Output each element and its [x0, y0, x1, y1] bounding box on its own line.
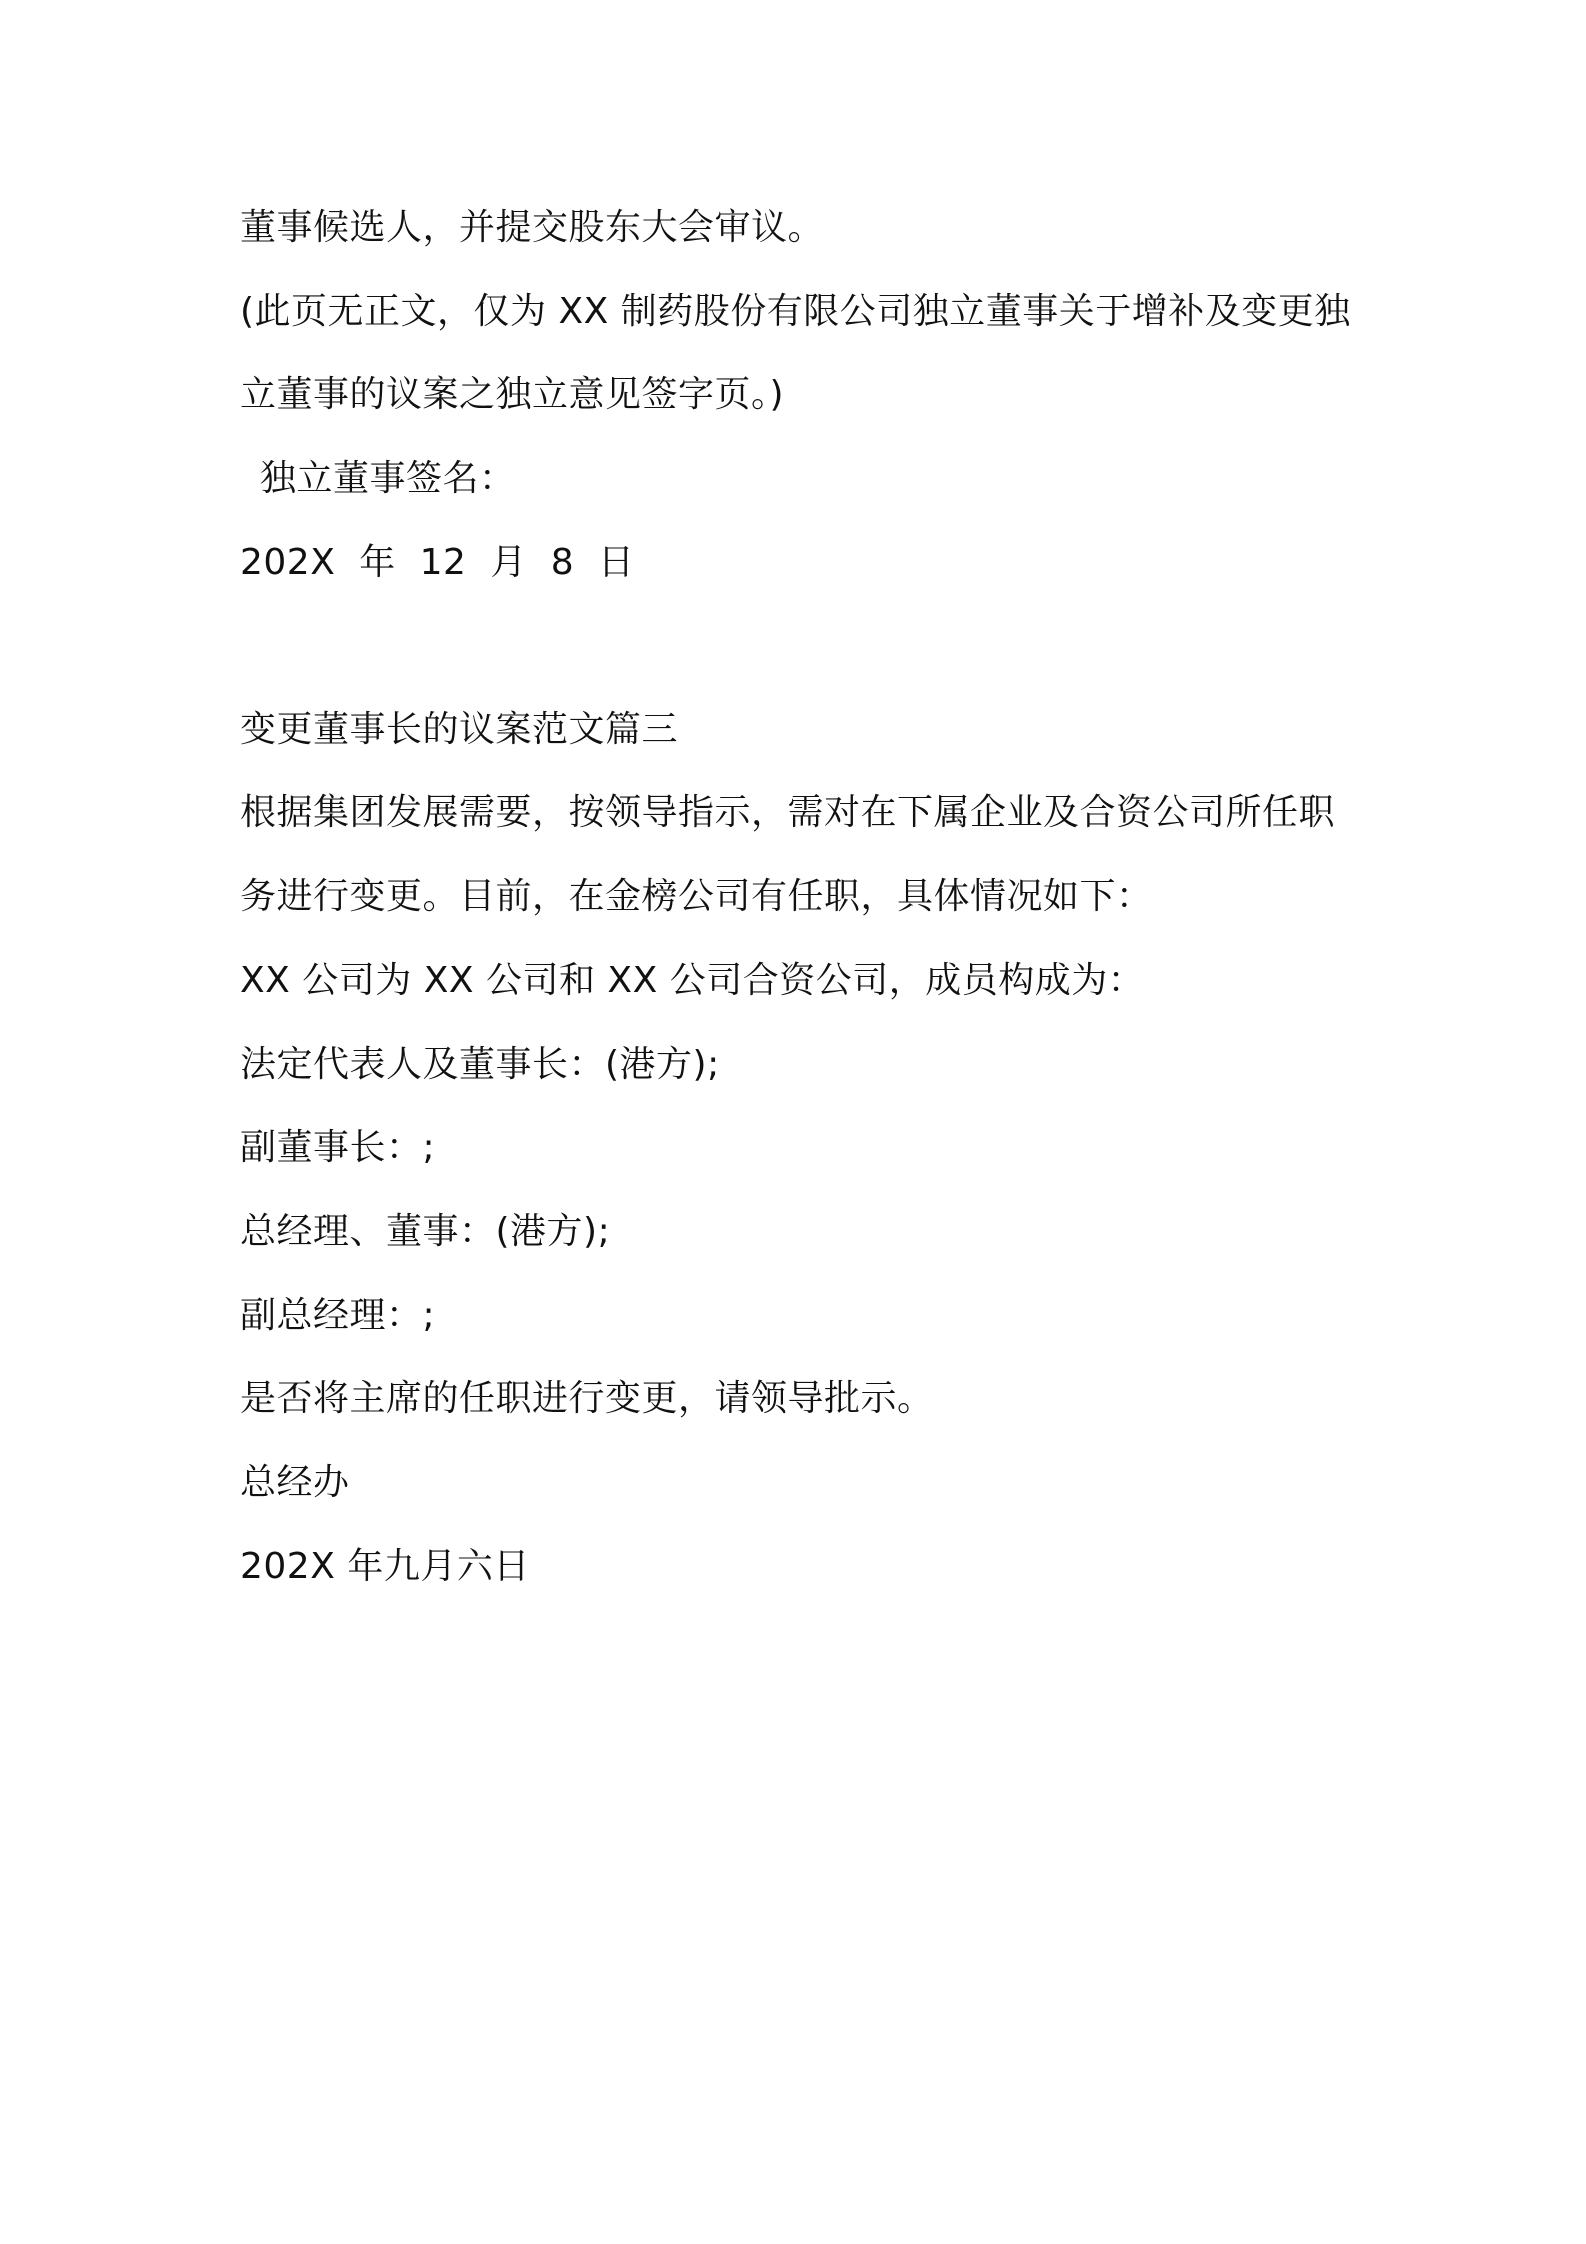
date-line: 202X 年 12 月 8 日 — [240, 542, 635, 583]
text-line: 副总经理：; — [240, 1295, 436, 1336]
text-line: 副董事长：; — [240, 1127, 436, 1168]
signature-label: 独立董事签名： — [260, 458, 516, 499]
text-line: XX 公司为 XX 公司和 XX 公司合资公司，成员构成为： — [240, 960, 1145, 1001]
text-line: 是否将主席的任职进行变更，请领导批示。 — [240, 1378, 934, 1419]
text-line: 董事候选人，并提交股东大会审议。 — [240, 207, 825, 248]
section-title: 变更董事长的议案范文篇三 — [240, 709, 679, 750]
text-line: 根据集团发展需要，按领导指示，需对在下属企业及合资公司所任职 — [240, 792, 1336, 833]
text-line: 法定代表人及董事长：(港方); — [240, 1044, 720, 1085]
date-line: 202X 年九月六日 — [240, 1546, 530, 1587]
text-line: 总经理、董事：(港方); — [240, 1211, 611, 1252]
text-line: 务进行变更。目前，在金榜公司有任职，具体情况如下： — [240, 876, 1153, 917]
text-line: 立董事的议案之独立意见签字页。) — [240, 374, 785, 415]
text-line: (此页无正文，仅为 XX 制药股份有限公司独立董事关于增补及变更独 — [240, 291, 1351, 332]
sender-line: 总经办 — [240, 1462, 350, 1503]
